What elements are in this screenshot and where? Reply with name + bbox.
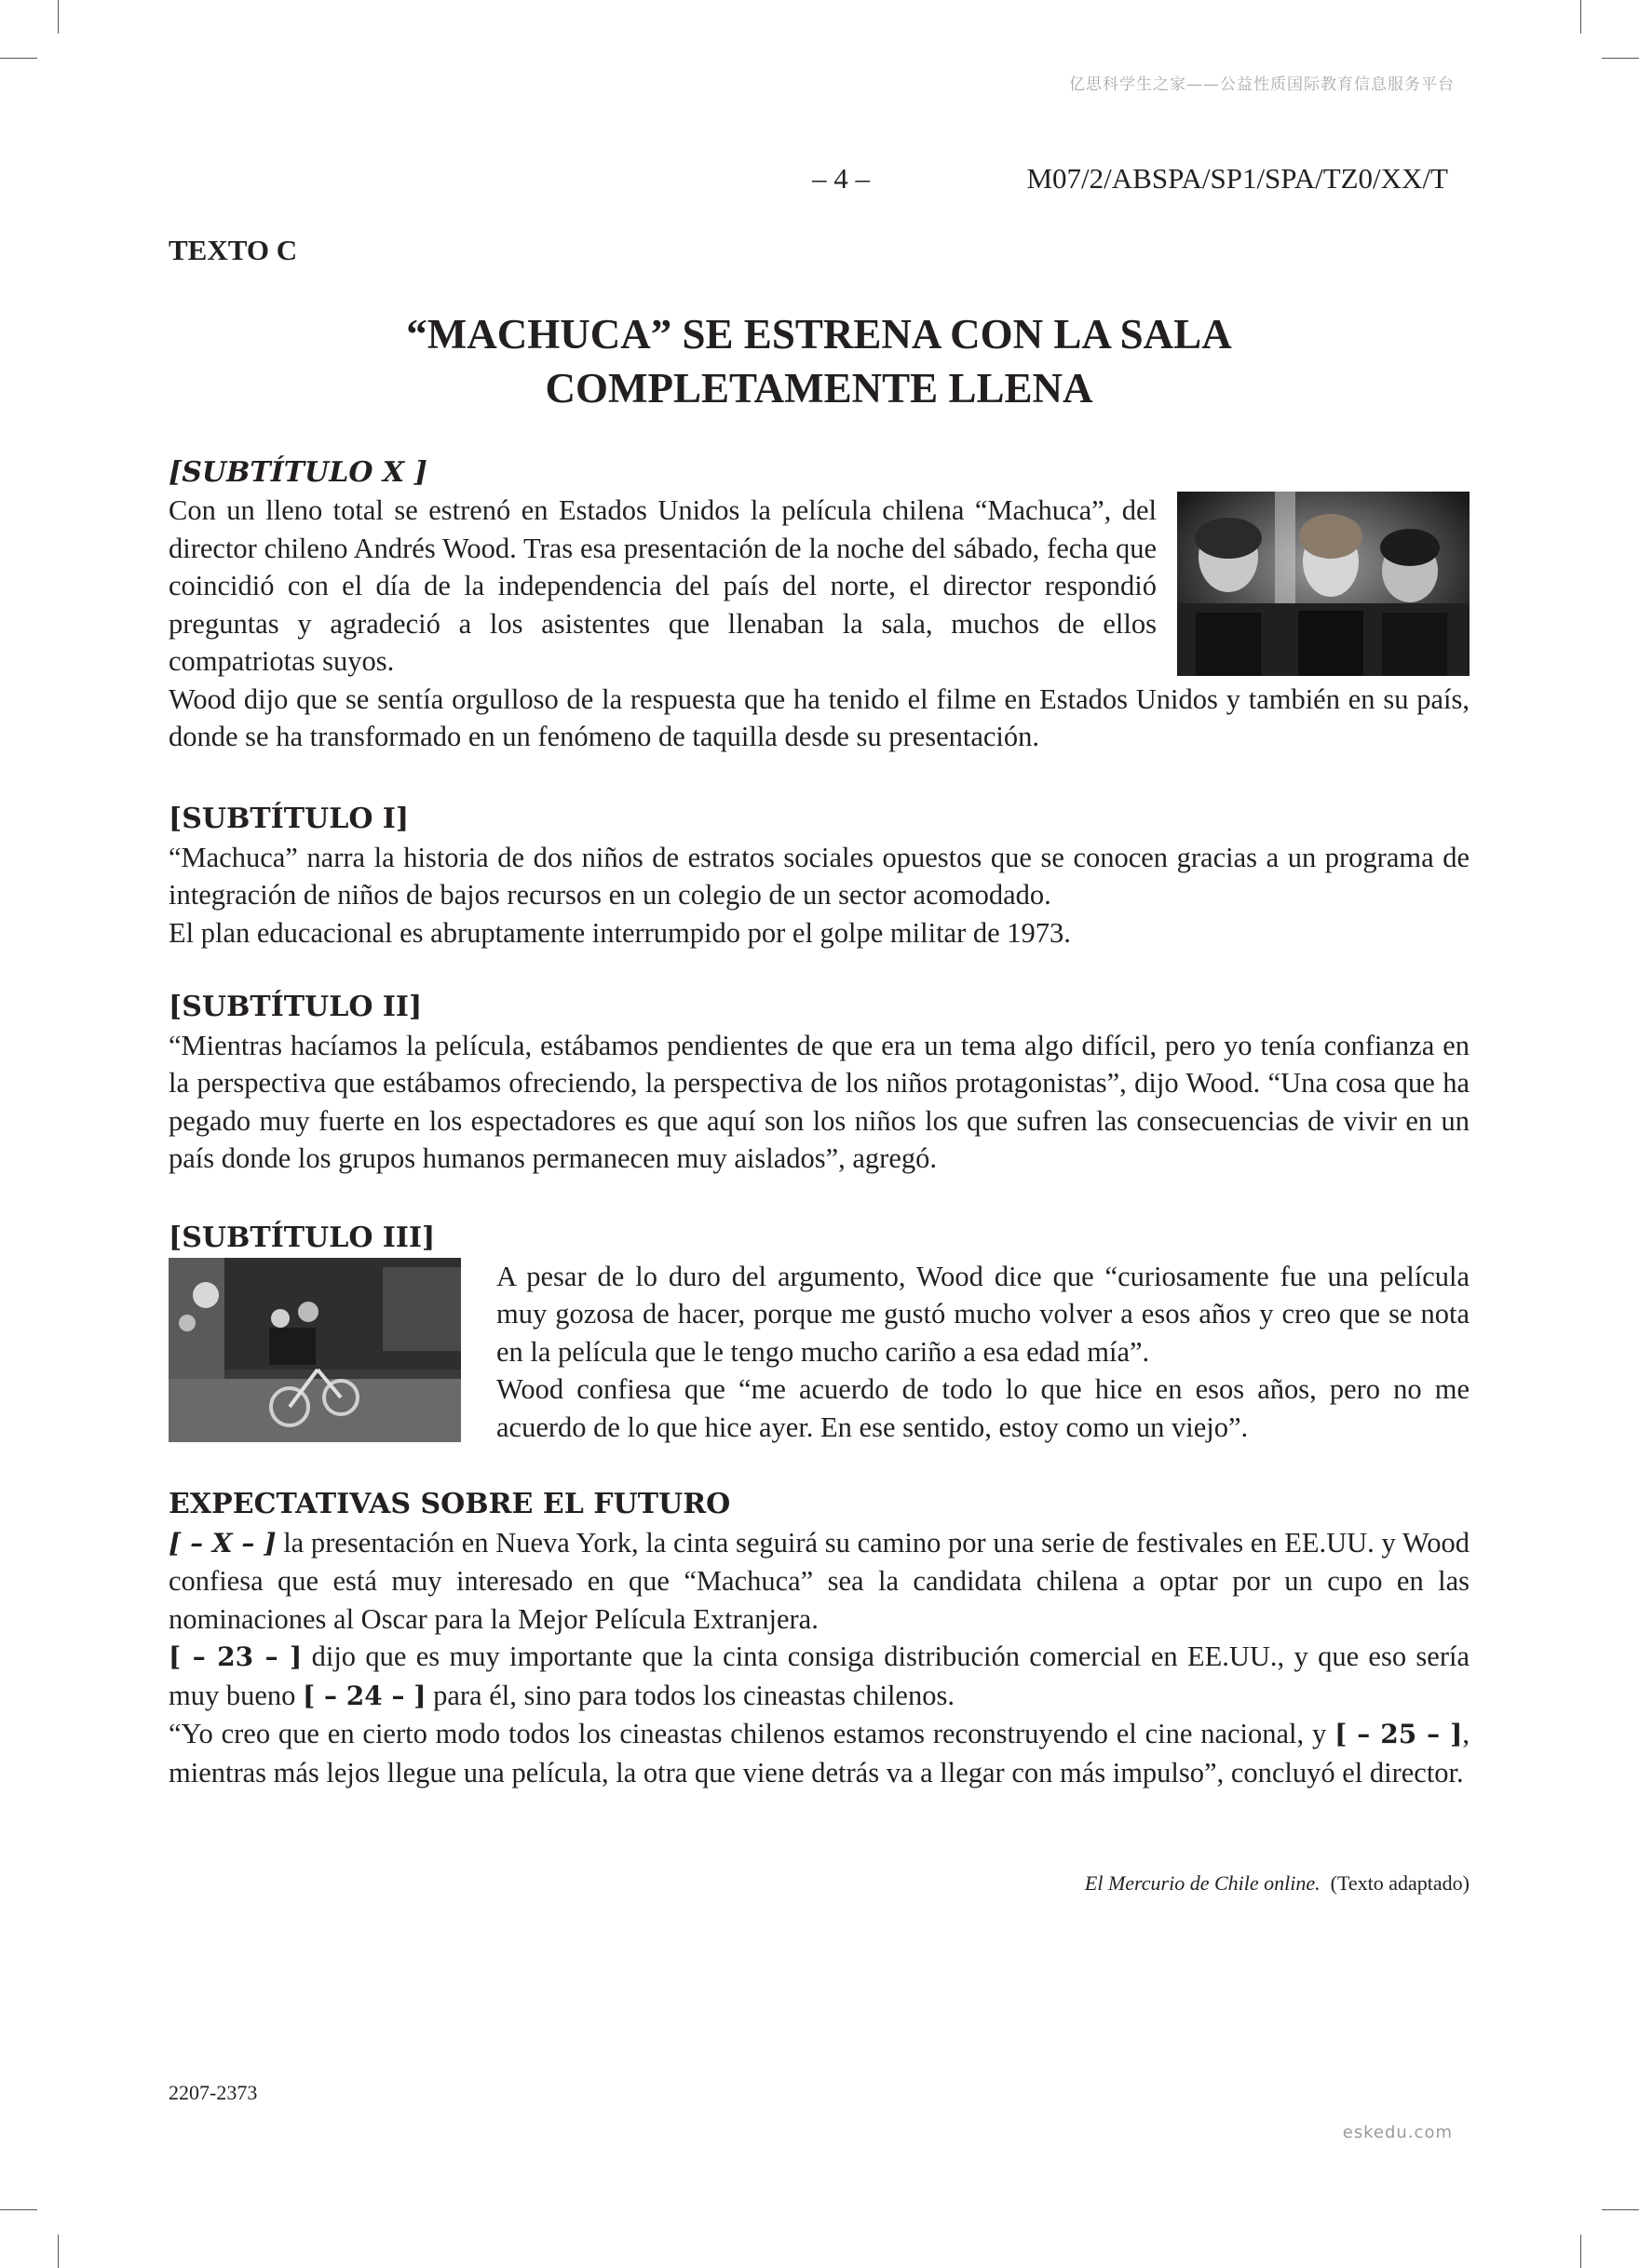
section-future-paragraph-1: [ – X – ] la presentación en Nueva York, la cinta seguirá su camino por una serie de festivales en EE.UU. y Wood confiesa que está muy interesado en que “Machuca” sea la candidata chilena a optar por un cupo en las nominaciones al Oscar para la Mejor Película Extranjera. xyxy=(169,1526,1470,1635)
crop-mark xyxy=(1580,0,1581,34)
watermark: 亿思科学生之家——公益性质国际教育信息服务平台 xyxy=(1069,75,1455,94)
crop-mark xyxy=(0,2209,37,2210)
title-line-2: COMPLETAMENTE LLENA xyxy=(545,365,1093,412)
text-label: TEXTO C xyxy=(169,234,298,266)
blank-23: [ – 23 – ] xyxy=(169,1641,303,1672)
article-title xyxy=(169,307,1470,415)
section-2-subtitle: [SUBTÍTULO II] xyxy=(169,991,423,1023)
crop-mark xyxy=(0,58,37,59)
section-3-subtitle: [SUBTÍTULO III] xyxy=(169,1222,436,1254)
crop-mark xyxy=(58,2234,59,2268)
blank-24: [ – 24 – ] xyxy=(303,1680,427,1711)
blank-x: [ – X – ] xyxy=(169,1527,277,1559)
section-x xyxy=(169,454,1470,756)
crop-mark xyxy=(1580,2234,1581,2268)
page-number: – 4 – xyxy=(812,162,870,195)
students-protest-photo xyxy=(1177,492,1470,676)
blank-25: [ – 25 – ] xyxy=(1334,1719,1463,1749)
children-bicycle-photo xyxy=(169,1258,461,1442)
section-1-subtitle: [SUBTÍTULO I] xyxy=(169,803,410,835)
section-3 xyxy=(169,1220,1470,1446)
document-code: M07/2/ABSPA/SP1/SPA/TZ0/XX/T xyxy=(1026,162,1448,195)
footer-site: eskedu.com xyxy=(1342,2123,1453,2142)
crop-mark xyxy=(58,0,59,34)
section-2-paragraph-1: “Mientras hacíamos la película, estábamos pendientes de que era un tema algo difícil, pero yo tenía confianza en la perspectiva que estábamos ofreciendo, la perspectiva de los niños protagonistas”, dijo Wood. “Una cosa que ha pegado muy fuerte en los espectadores es que aquí son los niños los que sufren las consecuencias de vivir en un país donde los grupos humanos permanecen muy aislados”, agregó. xyxy=(169,1029,1470,1174)
section-2 xyxy=(169,989,1470,1178)
section-x-paragraph-1: Con un lleno total se estrenó en Estados Unidos la película chilena “Machuca”, del director chileno Andrés Wood. Tras esa presentación de la noche del sábado, fecha que coincidió con el día de la independencia del país del norte, el director respondió preguntas y agradeció a los asistentes que llenaban la sala, muchos de ellos compatriotas suyos. xyxy=(169,494,1157,677)
title-line-1: “MACHUCA” SE ESTRENA CON LA SALA xyxy=(406,311,1232,358)
section-3-paragraph-1: A pesar de lo duro del argumento, Wood dice que “curiosamente fue una película muy gozosa de hacer, porque me gustó mucho volver a esos años y creo que se nota en la película que le tengo mucho cariño a esa edad mía”. xyxy=(496,1260,1470,1368)
section-future-paragraph-3: “Yo creo que en cierto modo todos los cineastas chilenos estamos reconstruyendo el cine nacional, y [ – 25 – ], mientras más lejos llegue una película, la otra que viene detrás va a llegar con más impulso”, concluyó el director. xyxy=(169,1718,1470,1789)
section-x-paragraph-2: Wood dijo que se sentía orgulloso de la respuesta que ha tenido el filme en Estados Unidos y también en su país, donde se ha transformado en un fenómeno de taquilla desde su presentación. xyxy=(169,682,1470,752)
footer-code: 2207-2373 xyxy=(169,2081,258,2104)
section-3-paragraph-2: Wood confiesa que “me acuerdo de todo lo que hice en esos años, pero no me acuerdo de lo que hice ayer. En ese sentido, estoy como un viejo”. xyxy=(496,1373,1470,1443)
section-future-paragraph-2: [ – 23 – ] dijo que es muy importante que la cinta consiga distribución comercial en EE.UU., y que eso sería muy bueno [ – 24 – ] para él, sino para todos los cineastas chilenos. xyxy=(169,1640,1470,1711)
crop-mark xyxy=(1602,58,1639,59)
section-1 xyxy=(169,801,1470,952)
source-citation: El Mercurio de Chile online. (Texto adaptado) xyxy=(1084,1871,1470,1895)
section-x-subtitle: [SUBTÍTULO X ] xyxy=(169,456,427,489)
section-future xyxy=(169,1486,1470,1791)
section-1-paragraph-2: El plan educacional es abruptamente interrumpido por el golpe militar de 1973. xyxy=(169,916,1071,949)
crop-mark xyxy=(1602,2209,1639,2210)
section-future-subtitle: EXPECTATIVAS SOBRE EL FUTURO xyxy=(169,1488,731,1520)
section-1-paragraph-1: “Machuca” narra la historia de dos niños de estratos sociales opuestos que se conocen gracias a un programa de integración de niños de bajos recursos en un colegio de un sector acomodado. xyxy=(169,841,1470,911)
